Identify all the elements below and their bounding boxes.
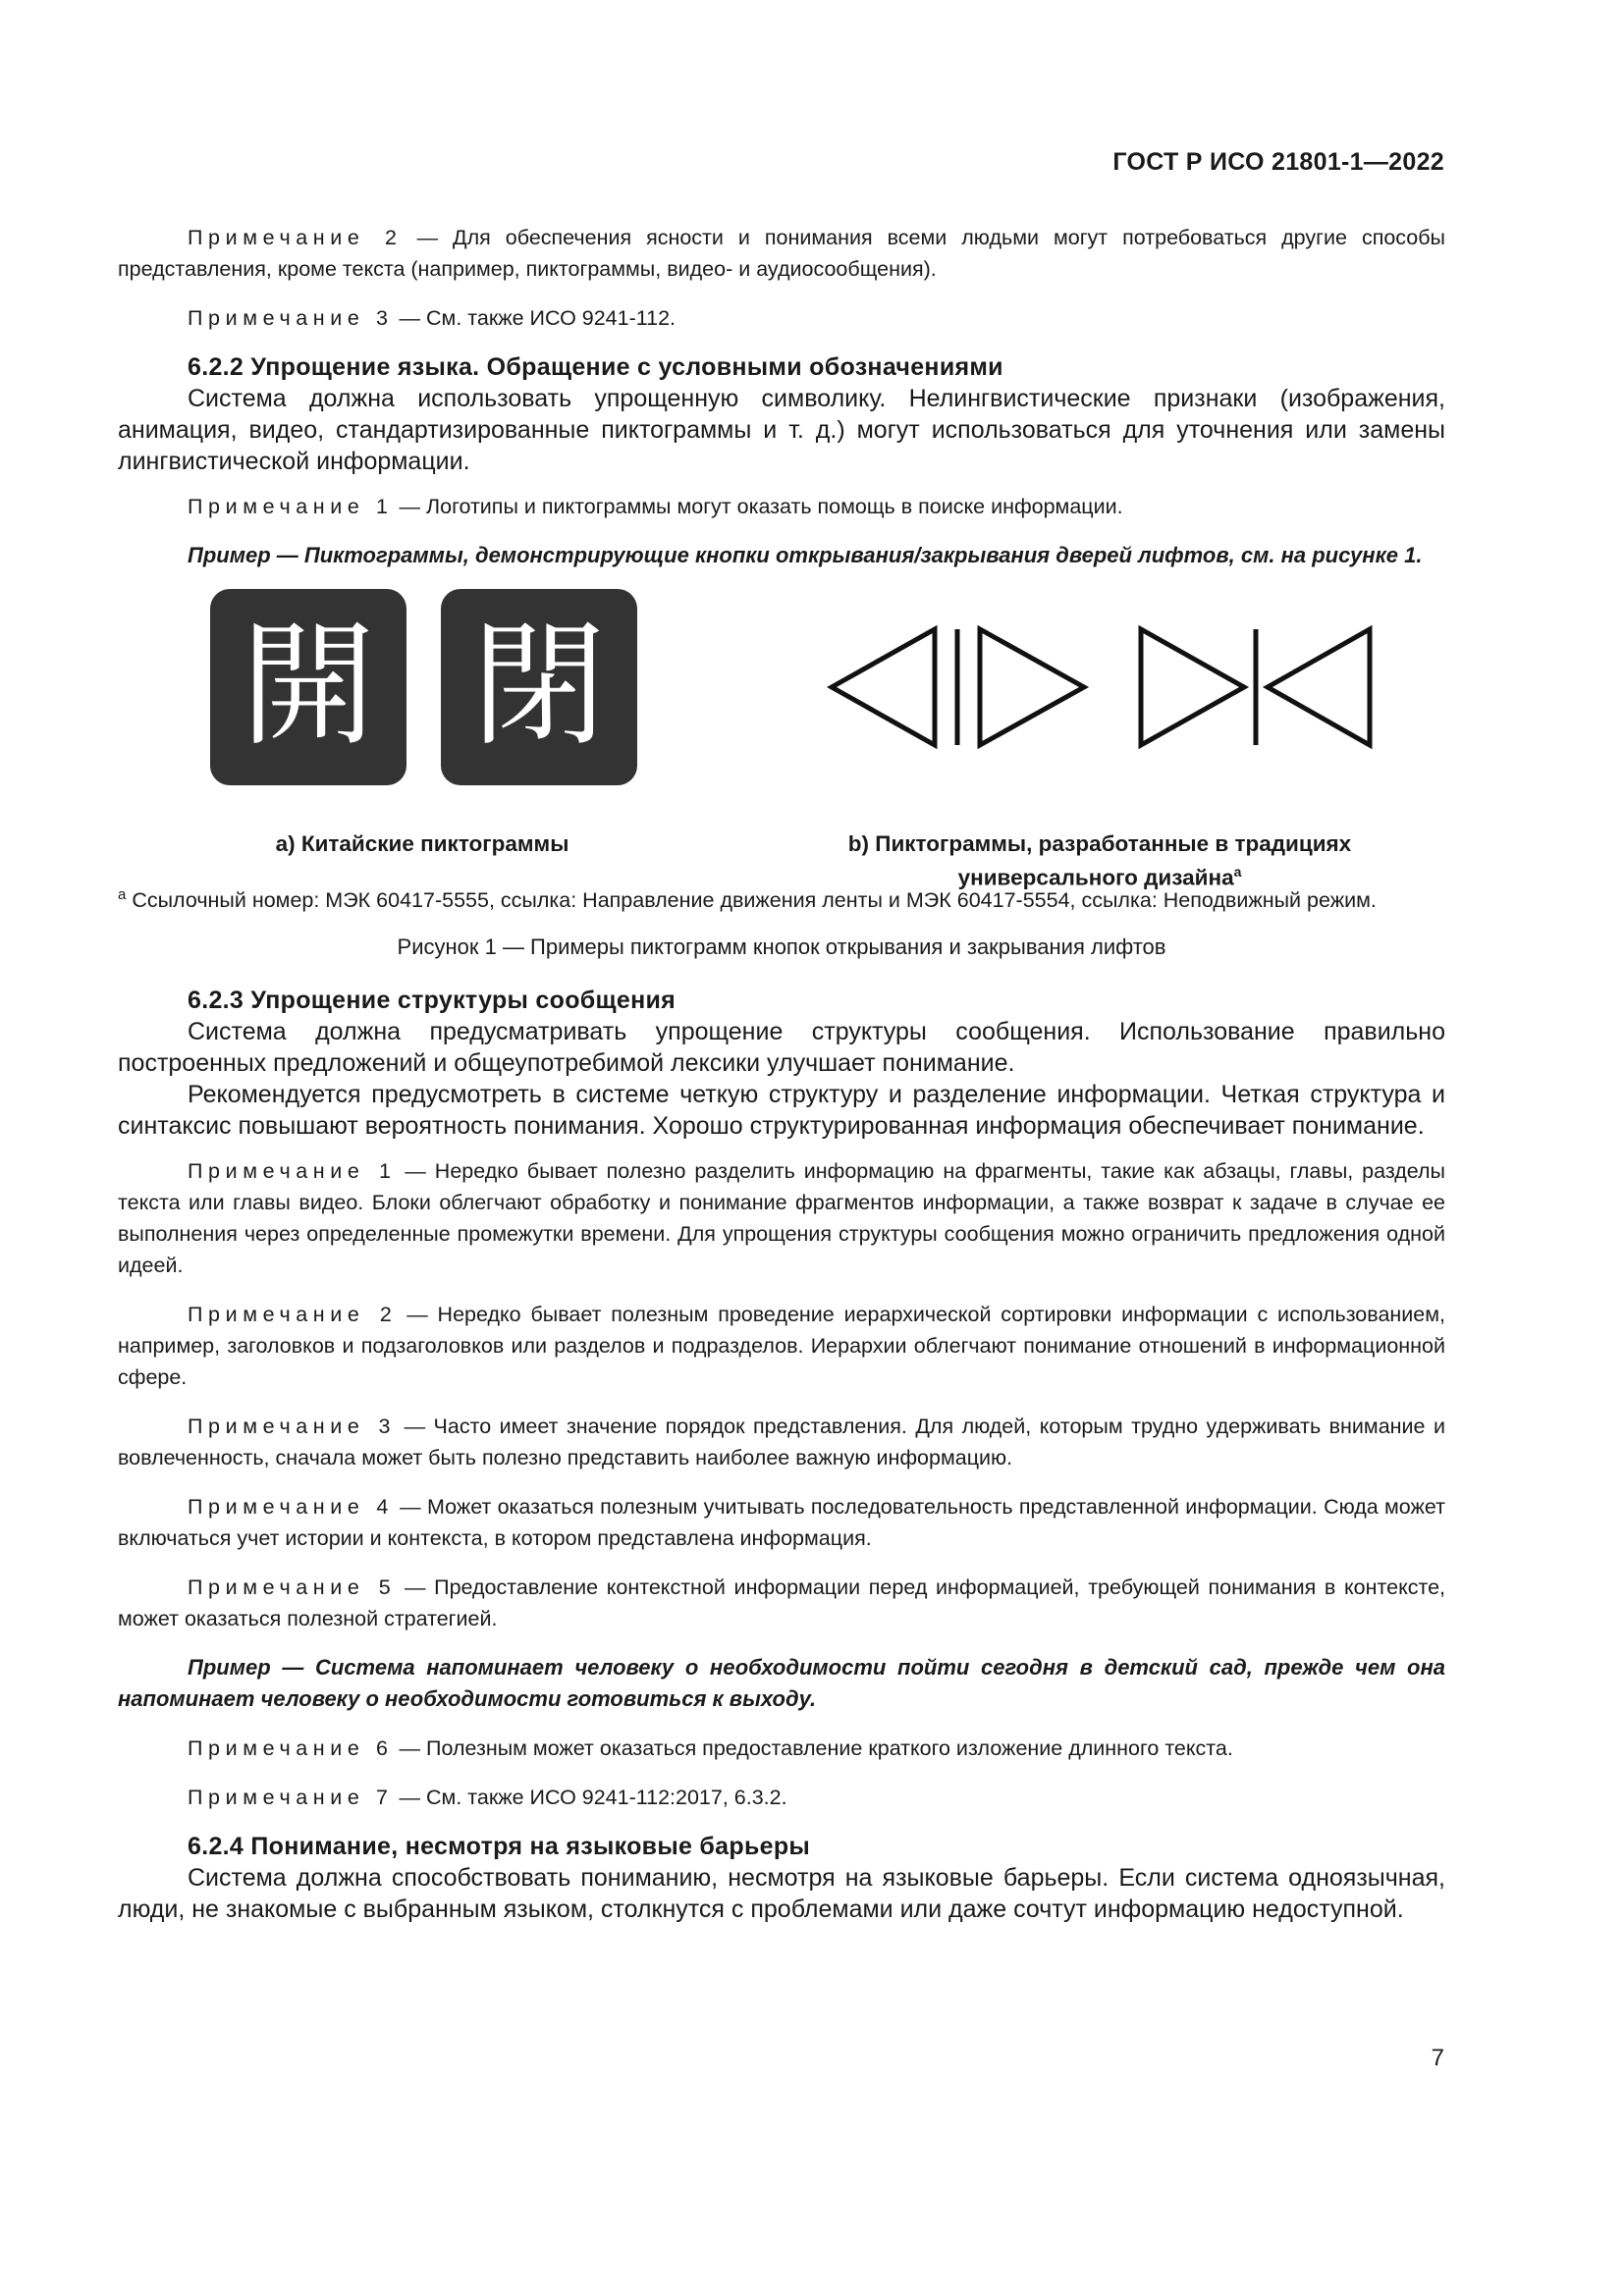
section-heading-6-2-3: 6.2.3 Упрощение структуры сообщения — [188, 987, 677, 1014]
paragraph: Система должна использовать упрощенную символику. Нелингвистические признаки (изображения, анимация, видео, стандартизированные пиктограммы и т. д.) могут использоваться для уточнения или замены лингвистической информации. — [118, 385, 1445, 475]
note-label: Примечание 5 — [188, 1575, 397, 1599]
note — [118, 1733, 1445, 1764]
close-pictogram-tile — [441, 589, 637, 785]
example-text: Пример — Пиктограммы, демонстрирующие кнопки открывания/закрывания дверей лифтов, см. на рисунке 1. — [188, 543, 1423, 567]
close-glyph: 閉 — [470, 607, 608, 765]
universal-design-pictograms — [827, 624, 1465, 762]
right-triangle-icon — [1141, 629, 1244, 745]
note — [118, 1491, 1445, 1554]
page-content — [118, 222, 1445, 1925]
note — [118, 302, 1445, 334]
note-text: — Предоставление контекстной информации перед информацией, требующей понимания в контексте, может оказаться полезной стратегией. — [118, 1575, 1446, 1630]
note-text: — Нередко бывает полезно разделить информацию на фрагменты, такие как абзацы, главы, разделы текста или главы видео. Блоки облегчают обработку и понимание фрагментов информации, а также возврат к задаче в случае ее выполнения через определенные промежутки времени. Для упрощения структуры сообщения можно ограничить предложения одной идеей. — [118, 1159, 1445, 1277]
note-text: — Логотипы и пиктограммы могут оказать помощь в поиске информации. — [393, 495, 1123, 518]
note-label: Примечание 3 — [188, 1415, 397, 1438]
paragraph: Система должна способствовать пониманию, несмотря на языковые барьеры. Если система одноязычная, люди, не знакомые с выбранным языком, столкнутся с проблемами или даже сочтут информацию недоступной. — [118, 1864, 1445, 1923]
close-glyph-icon — [441, 589, 637, 785]
note-text: — Полезным может оказаться предоставление краткого изложение длинного текста. — [393, 1736, 1233, 1760]
note-label: Примечание 2 — [188, 1303, 398, 1326]
note-label: Примечание 1 — [188, 1159, 397, 1183]
right-triangle-icon — [980, 629, 1084, 745]
caption-b-line1: b) Пиктограммы, разработанные в традициях — [847, 831, 1352, 856]
open-glyph-icon — [210, 589, 406, 785]
note-text: — Может оказаться полезным учитывать последовательность представленной информации. Сюда может включаться учет истории и контекста, в котором представлена информация. — [118, 1495, 1445, 1550]
figure-1 — [118, 589, 1445, 890]
note-label: Примечание 1 — [188, 495, 394, 518]
note-text: — Часто имеет значение порядок представления. Для людей, которым трудно удерживать внимание и вовлеченность, сначала может быть полезно представить наиболее важную информацию. — [118, 1415, 1446, 1469]
example-text: Пример — Система напоминает человеку о необходимости пойти сегодня в детский сад, прежде чем она напоминает человеку о необходимости готовиться к выходу. — [118, 1655, 1445, 1711]
figure-title: Рисунок 1 — Примеры пиктограмм кнопок открывания и закрывания лифтов — [397, 934, 1166, 959]
note-label: Примечание 4 — [188, 1495, 394, 1519]
open-pictogram-tile — [210, 589, 406, 785]
left-triangle-icon — [1268, 629, 1370, 745]
note — [118, 1155, 1445, 1281]
note-text: — Для обеспечения ясности и понимания всеми людьми могут потребоваться другие способы представления, кроме текста (например, пиктограммы, видео- и аудиосообщения). — [118, 226, 1446, 281]
note-text: — См. также ИСО 9241-112:2017, 6.3.2. — [393, 1786, 787, 1809]
note-label: Примечание 7 — [188, 1786, 394, 1809]
open-glyph: 開 — [240, 607, 377, 765]
caption-a: a) Китайские пиктограммы — [275, 831, 569, 856]
caption-b-footnote-mark: a — [1233, 864, 1242, 880]
caption-b-line2: универсального дизайна — [957, 865, 1234, 890]
page-number: 7 — [1431, 2045, 1444, 2071]
section-heading-6-2-4: 6.2.4 Понимание, несмотря на языковые барьеры — [188, 1833, 811, 1860]
note-text: — Нередко бывает полезным проведение иерархической сортировки информации с использованием, например, заголовков и подзаголовков или разделов и подразделов. Иерархии облегчают понимание отношений в информационной сфере. — [118, 1303, 1445, 1389]
paragraph: Рекомендуется предусмотреть в системе четкую структуру и разделение информации. Четкая структура и синтаксис повышают вероятность понимания. Хорошо структурированная информация обеспечивает понимание. — [118, 1081, 1445, 1140]
document-code-header: ГОСТ Р ИСО 21801-1—2022 — [1112, 148, 1444, 176]
note-text: — См. также ИСО 9241-112. — [393, 306, 677, 330]
note-label: Примечание 6 — [188, 1736, 394, 1760]
note-label: Примечание 3 — [188, 306, 394, 330]
note — [118, 491, 1445, 522]
footnote-mark: a — [118, 886, 127, 903]
section-heading-6-2-2: 6.2.2 Упрощение языка. Обращение с условными обозначениями — [188, 353, 1003, 381]
note — [118, 1572, 1445, 1634]
footnote-text: Ссылочный номер: МЭК 60417-5555, ссылка: Направление движения ленты и МЭК 60417-5554, ссылка: Неподвижный режим. — [126, 888, 1377, 912]
paragraph: Система должна предусматривать упрощение структуры сообщения. Использование правильно построенных предложений и общеупотребимой лексики улучшает понимание. — [118, 1018, 1445, 1077]
left-triangle-icon — [832, 629, 935, 745]
note — [118, 1411, 1445, 1473]
note — [118, 222, 1445, 285]
note — [118, 1782, 1445, 1813]
note-label: Примечание 2 — [188, 226, 403, 249]
caption-b — [805, 829, 1394, 892]
note — [118, 1299, 1445, 1393]
